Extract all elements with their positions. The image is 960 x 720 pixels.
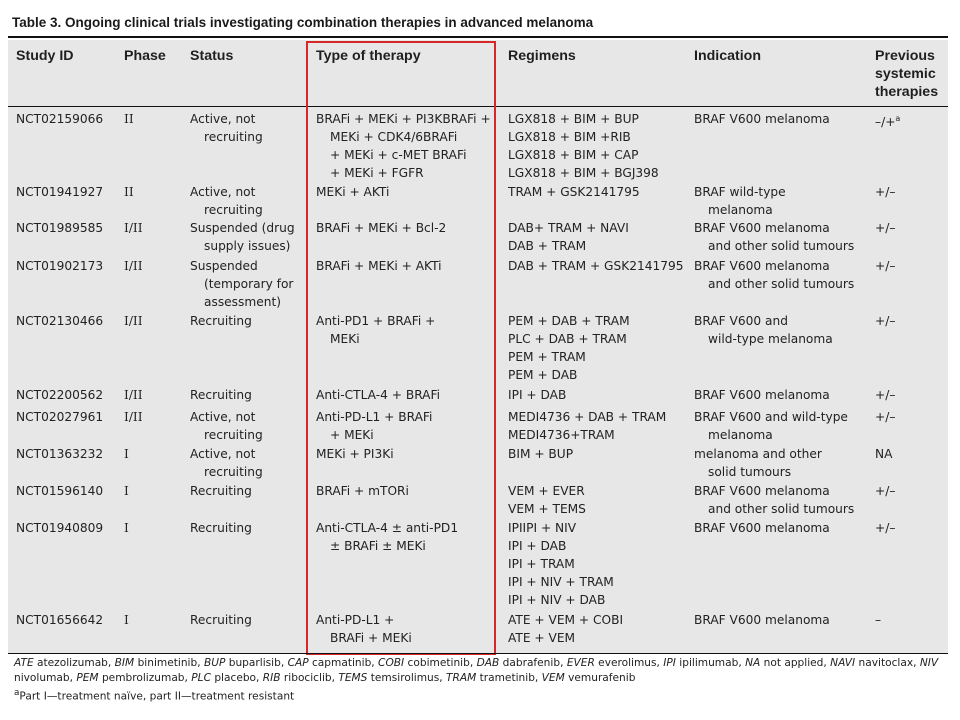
cell-line: +/– bbox=[875, 410, 896, 424]
cell-line: and other solid tumours bbox=[708, 239, 855, 253]
cell-line: +/– bbox=[875, 388, 896, 402]
cell-indication bbox=[694, 519, 830, 537]
abbreviation: EVER bbox=[566, 657, 595, 669]
abbreviation: IPI bbox=[663, 657, 676, 669]
cell-line: BRAF V600 melanoma bbox=[694, 259, 830, 273]
cell-line: II bbox=[124, 185, 134, 199]
cell-line: PEM + DAB + TRAM bbox=[508, 314, 630, 328]
cell-indication bbox=[694, 445, 822, 481]
cell-regimens bbox=[508, 445, 573, 463]
cell-phase bbox=[124, 312, 143, 330]
abbreviation-definition: trametinib, bbox=[476, 672, 542, 684]
cell-line: I/II bbox=[124, 314, 143, 328]
cell-line: BRAFi + MEKi bbox=[330, 631, 412, 645]
cell-status bbox=[190, 183, 263, 219]
cell-line: – bbox=[875, 613, 882, 627]
cell-status bbox=[190, 519, 252, 537]
cell-line: –/+$^a$ bbox=[875, 114, 901, 130]
cell-phase bbox=[124, 482, 129, 500]
cell-line: melanoma and other bbox=[694, 447, 822, 461]
header-regimens: Regimens bbox=[508, 48, 576, 64]
cell-line: NCT02159066 bbox=[16, 112, 104, 126]
cell-line: PLC + DAB + TRAM bbox=[508, 332, 627, 346]
cell-line: BRAFi + MEKi + AKTi bbox=[316, 259, 442, 273]
cell-previous bbox=[875, 183, 895, 201]
cell-line: BRAF V600 melanoma bbox=[694, 221, 830, 235]
cell-phase bbox=[124, 110, 134, 128]
cell-line: NCT01363232 bbox=[16, 447, 104, 461]
cell-study-id bbox=[16, 312, 103, 330]
table-footnotes bbox=[14, 656, 944, 705]
header-status: Status bbox=[190, 48, 234, 64]
abbreviation-definition: ipilimumab, bbox=[675, 657, 746, 669]
cell-phase bbox=[124, 445, 129, 463]
cell-indication bbox=[694, 408, 848, 444]
cell-line: II bbox=[124, 112, 134, 126]
cell-line: +/– bbox=[875, 221, 896, 235]
cell-study-id bbox=[16, 183, 103, 201]
cell-regimens bbox=[508, 110, 659, 182]
cell-line: I/II bbox=[124, 221, 143, 235]
abbreviation: NA bbox=[745, 657, 761, 669]
cell-indication bbox=[694, 482, 854, 518]
cell-regimens bbox=[508, 386, 566, 404]
footnote-mark: a bbox=[14, 688, 20, 698]
cell-line: Active, not bbox=[190, 447, 256, 461]
abbreviation-definition: vemurafenib bbox=[564, 672, 636, 684]
cell-status bbox=[190, 408, 263, 444]
header-therapy: Type of therapy bbox=[316, 48, 421, 64]
cell-phase bbox=[124, 519, 129, 537]
footer-rule bbox=[8, 653, 948, 654]
caption-label: Table 3. bbox=[12, 15, 62, 30]
cell-previous bbox=[875, 257, 895, 275]
cell-regimens bbox=[508, 183, 640, 201]
cell-line: NCT01989585 bbox=[16, 221, 104, 235]
cell-phase bbox=[124, 408, 143, 426]
cell-line: recruiting bbox=[204, 203, 263, 217]
cell-line: Anti-PD-L1 + BRAFi bbox=[316, 410, 433, 424]
abbreviation-definition: capmatinib, bbox=[308, 657, 379, 669]
footnote-ref: a bbox=[895, 114, 901, 123]
cell-status bbox=[190, 110, 263, 146]
cell-line: + MEKi + FGFR bbox=[330, 166, 424, 180]
cell-line: IPI + NIV + TRAM bbox=[508, 575, 614, 589]
cell-line: Active, not bbox=[190, 410, 256, 424]
cell-line: BRAFi + MEKi + PI3KBRAFi + bbox=[316, 112, 491, 126]
cell-study-id bbox=[16, 482, 103, 500]
cell-regimens bbox=[508, 257, 684, 275]
cell-line: BRAFi + mTORi bbox=[316, 484, 409, 498]
abbreviation-definition: navitoclax, bbox=[855, 657, 920, 669]
cell-line: BRAF V600 and bbox=[694, 314, 788, 328]
header-study-id: Study ID bbox=[16, 48, 74, 64]
cell-line: wild-type melanoma bbox=[708, 332, 833, 346]
cell-phase bbox=[124, 611, 129, 629]
cell-line: Recruiting bbox=[190, 521, 252, 535]
header-phase: Phase bbox=[124, 48, 166, 64]
cell-line: PEM + DAB bbox=[508, 368, 578, 382]
cell-line: I bbox=[124, 447, 129, 461]
cell-line: NCT01596140 bbox=[16, 484, 104, 498]
cell-line: BRAF V600 melanoma bbox=[694, 521, 830, 535]
header-previous-line: Previous bbox=[875, 48, 935, 64]
cell-line: MEKi + PI3Ki bbox=[316, 447, 394, 461]
cell-line: BRAF V600 melanoma bbox=[694, 613, 830, 627]
cell-study-id bbox=[16, 519, 103, 537]
header-indication: Indication bbox=[694, 48, 761, 64]
cell-line: NCT01656642 bbox=[16, 613, 104, 627]
abbreviation: RIB bbox=[262, 672, 281, 684]
cell-previous bbox=[875, 482, 895, 500]
abbreviation-definition: pembrolizumab, bbox=[98, 672, 192, 684]
cell-line: TRAM + GSK2141795 bbox=[508, 185, 640, 199]
abbreviation: BUP bbox=[203, 657, 226, 669]
abbreviation-definition: binimetinib, bbox=[134, 657, 204, 669]
cell-indication bbox=[694, 386, 830, 404]
cell-line: Anti-PD1 + BRAFi + bbox=[316, 314, 436, 328]
abbreviation-definition: temsirolimus, bbox=[367, 672, 446, 684]
cell-line: ± BRAFi ± MEKi bbox=[330, 539, 426, 553]
header-previous bbox=[875, 47, 938, 101]
cell-line: LGX818 + BIM + CAP bbox=[508, 148, 639, 162]
cell-line: recruiting bbox=[204, 428, 263, 442]
cell-line: DAB + TRAM + GSK2141795 bbox=[508, 259, 684, 273]
cell-line: BIM + BUP bbox=[508, 447, 574, 461]
cell-status bbox=[190, 611, 252, 629]
cell-line: BRAFi + MEKi + Bcl-2 bbox=[316, 221, 447, 235]
cell-line: BRAF V600 and wild-type bbox=[694, 410, 848, 424]
cell-regimens bbox=[508, 219, 629, 255]
cell-indication bbox=[694, 257, 854, 293]
cell-line: recruiting bbox=[204, 130, 263, 144]
cell-line: NA bbox=[875, 447, 893, 461]
cell-line: Anti-CTLA-4 + BRAFi bbox=[316, 388, 441, 402]
cell-previous bbox=[875, 519, 895, 537]
cell-line: NCT02027961 bbox=[16, 410, 104, 424]
abbreviation-definition: dabrafenib, bbox=[499, 657, 567, 669]
cell-line: I bbox=[124, 484, 129, 498]
cell-line: + MEKi bbox=[330, 428, 374, 442]
cell-study-id bbox=[16, 611, 103, 629]
cell-line: DAB + TRAM bbox=[508, 239, 587, 253]
cell-regimens bbox=[508, 519, 614, 609]
cell-status bbox=[190, 445, 263, 481]
cell-line: MEDI4736 + DAB + TRAM bbox=[508, 410, 667, 424]
cell-line: IPI + NIV + DAB bbox=[508, 593, 606, 607]
cell-line: MEDI4736+TRAM bbox=[508, 428, 615, 442]
cell-line: ATE + VEM + COBI bbox=[508, 613, 624, 627]
cell-previous bbox=[875, 312, 895, 330]
abbreviation: DAB bbox=[476, 657, 500, 669]
cell-line: Recruiting bbox=[190, 388, 252, 402]
cell-line: +/– bbox=[875, 185, 896, 199]
abbreviation-definition: everolimus, bbox=[594, 657, 664, 669]
caption-text: Ongoing clinical trials investigating combination therapies in advanced melanoma bbox=[65, 15, 594, 30]
cell-line: solid tumours bbox=[708, 465, 792, 479]
abbreviation: PLC bbox=[191, 672, 211, 684]
cell-line: BRAF V600 melanoma bbox=[694, 388, 830, 402]
cell-regimens bbox=[508, 611, 623, 647]
cell-line: I/II bbox=[124, 388, 143, 402]
cell-study-id bbox=[16, 386, 103, 404]
cell-previous bbox=[875, 445, 892, 463]
cell-indication bbox=[694, 611, 830, 629]
cell-line: Anti-CTLA-4 ± anti-PD1 bbox=[316, 521, 459, 535]
abbreviation: COBI bbox=[378, 657, 405, 669]
abbreviation-definition: ribociclib, bbox=[280, 672, 339, 684]
cell-phase bbox=[124, 219, 143, 237]
cell-line: recruiting bbox=[204, 465, 263, 479]
abbreviation-definition: atezolizumab, bbox=[33, 657, 115, 669]
cell-study-id bbox=[16, 219, 103, 237]
cell-line: IPIIPI + NIV bbox=[508, 521, 577, 535]
cell-line: MEKi bbox=[330, 332, 360, 346]
cell-line: MEKi + CDK4/6BRAFi bbox=[330, 130, 458, 144]
cell-line: +/– bbox=[875, 314, 896, 328]
cell-line: NCT01940809 bbox=[16, 521, 104, 535]
cell-line: IPI + DAB bbox=[508, 539, 567, 553]
cell-line: Anti-PD-L1 + bbox=[316, 613, 395, 627]
cell-line: BRAF V600 melanoma bbox=[694, 112, 830, 126]
cell-line: IPI + DAB bbox=[508, 388, 567, 402]
cell-line: I bbox=[124, 521, 129, 535]
cell-line: Recruiting bbox=[190, 314, 252, 328]
abbreviation: NAVI bbox=[830, 657, 856, 669]
abbreviation-definition: placebo, bbox=[210, 672, 263, 684]
cell-phase bbox=[124, 257, 143, 275]
cell-line: I/II bbox=[124, 259, 143, 273]
cell-line: +/– bbox=[875, 521, 896, 535]
cell-line: PEM + TRAM bbox=[508, 350, 586, 364]
abbreviation: NIV bbox=[919, 657, 939, 669]
cell-line: I bbox=[124, 613, 129, 627]
cell-line: supply issues) bbox=[204, 239, 291, 253]
cell-study-id bbox=[16, 408, 103, 426]
cell-line: (temporary for bbox=[204, 277, 294, 291]
cell-indication bbox=[694, 312, 833, 348]
cell-line: ATE + VEM bbox=[508, 631, 576, 645]
abbreviation-definition: nivolumab, bbox=[14, 672, 77, 684]
cell-line: NCT02200562 bbox=[16, 388, 104, 402]
cell-line: and other solid tumours bbox=[708, 277, 855, 291]
footnote-text: Part I—treatment naïve, part II—treatment resistant bbox=[19, 690, 295, 703]
header-previous-line: systemic bbox=[875, 66, 936, 82]
cell-line: DAB+ TRAM + NAVI bbox=[508, 221, 629, 235]
abbreviation-list bbox=[14, 656, 944, 686]
header-previous-line: therapies bbox=[875, 84, 939, 100]
cell-line: Active, not bbox=[190, 185, 256, 199]
abbreviation: PEM bbox=[76, 672, 99, 684]
cell-regimens bbox=[508, 482, 586, 518]
cell-line: Recruiting bbox=[190, 484, 252, 498]
cell-status bbox=[190, 219, 295, 255]
cell-line: LGX818 + BIM + BUP bbox=[508, 112, 639, 126]
cell-indication bbox=[694, 183, 786, 219]
cell-line: LGX818 + BIM +RIB bbox=[508, 130, 631, 144]
cell-line: NCT02130466 bbox=[16, 314, 104, 328]
cell-study-id bbox=[16, 110, 103, 128]
cell-status bbox=[190, 312, 252, 330]
cell-line: melanoma bbox=[708, 428, 773, 442]
cell-study-id bbox=[16, 257, 103, 275]
cell-line: MEKi + AKTi bbox=[316, 185, 390, 199]
cell-status bbox=[190, 257, 293, 311]
cell-line: VEM + EVER bbox=[508, 484, 585, 498]
cell-line: + MEKi + c-MET BRAFi bbox=[330, 148, 467, 162]
cell-line: assessment) bbox=[204, 295, 281, 309]
cell-regimens bbox=[508, 408, 666, 444]
cell-status bbox=[190, 482, 252, 500]
abbreviation: TEMS bbox=[338, 672, 368, 684]
cell-study-id bbox=[16, 445, 103, 463]
cell-indication bbox=[694, 110, 830, 128]
cell-previous bbox=[875, 408, 895, 426]
abbreviation: TRAM bbox=[446, 672, 477, 684]
cell-line: Recruiting bbox=[190, 613, 252, 627]
cell-line: BRAF wild-type bbox=[694, 185, 786, 199]
cell-line: melanoma bbox=[708, 203, 773, 217]
cell-phase bbox=[124, 183, 134, 201]
cell-line: Active, not bbox=[190, 112, 256, 126]
abbreviation: CAP bbox=[287, 657, 309, 669]
cell-previous bbox=[875, 386, 895, 404]
cell-line: IPI + TRAM bbox=[508, 557, 575, 571]
cell-line: LGX818 + BIM + BGJ398 bbox=[508, 166, 659, 180]
abbreviation-definition: buparlisib, bbox=[225, 657, 288, 669]
cell-line: +/– bbox=[875, 484, 896, 498]
cell-line: NCT01941927 bbox=[16, 185, 104, 199]
table-caption bbox=[8, 8, 948, 38]
cell-line: BRAF V600 melanoma bbox=[694, 484, 830, 498]
cell-line: Suspended (drug bbox=[190, 221, 295, 235]
therapy-column-highlight bbox=[306, 41, 496, 655]
abbreviation-definition: cobimetinib, bbox=[404, 657, 477, 669]
cell-line: I/II bbox=[124, 410, 143, 424]
abbreviation: ATE bbox=[14, 657, 34, 669]
cell-line: VEM + TEMS bbox=[508, 502, 586, 516]
cell-line: +/– bbox=[875, 259, 896, 273]
cell-line: NCT01902173 bbox=[16, 259, 104, 273]
abbreviation-definition: not applied, bbox=[760, 657, 831, 669]
cell-line: and other solid tumours bbox=[708, 502, 855, 516]
cell-phase bbox=[124, 386, 143, 404]
cell-previous bbox=[875, 219, 895, 237]
cell-previous bbox=[875, 110, 900, 131]
footnote-a bbox=[14, 686, 944, 705]
cell-status bbox=[190, 386, 252, 404]
cell-previous bbox=[875, 611, 881, 629]
cell-regimens bbox=[508, 312, 630, 384]
cell-indication bbox=[694, 219, 854, 255]
abbreviation: VEM bbox=[541, 672, 565, 684]
abbreviation: BIM bbox=[114, 657, 135, 669]
cell-line: Suspended bbox=[190, 259, 258, 273]
